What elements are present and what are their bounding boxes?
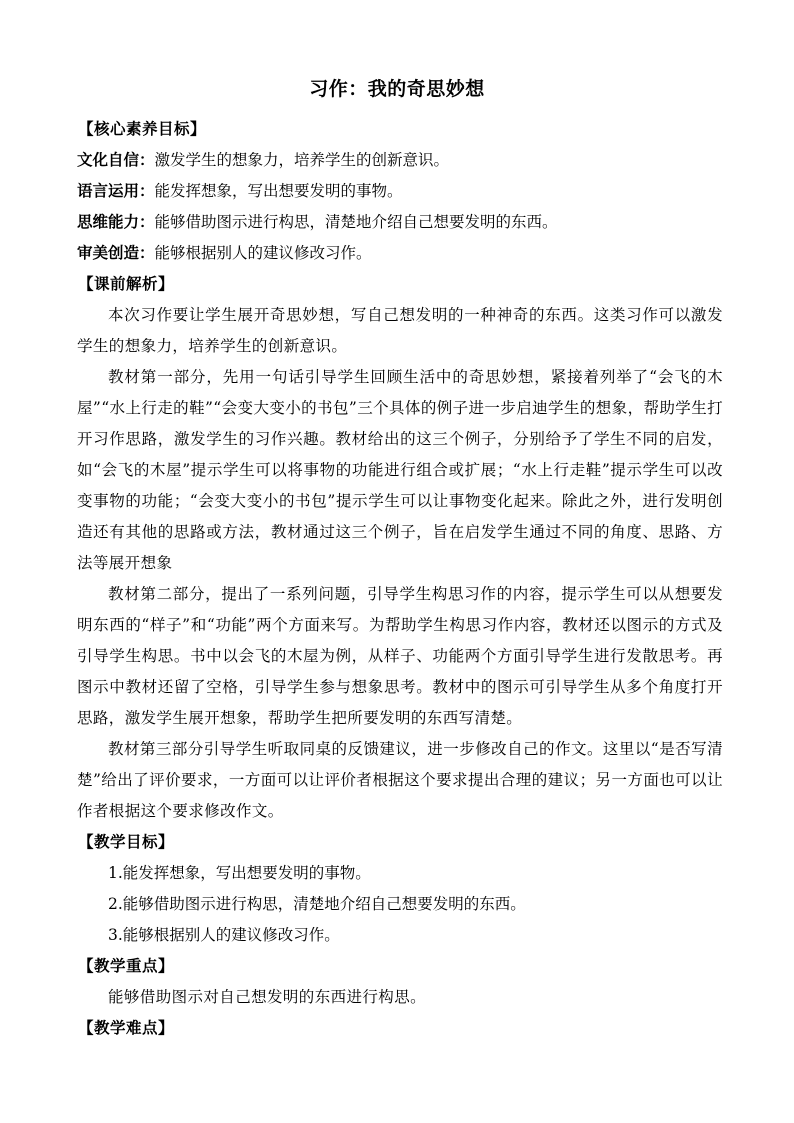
core-goal-item [77,145,723,176]
analysis-paragraph: 教材第二部分，提出了一系列问题，引导学生构思习作的内容，提示学生可以从想要发明东西的“样子”和“功能”两个方面来写。为帮助学生构思习作内容，教材还以图示的方式及引导学生构思。书中以会飞的木屋为例，从样子、功能两个方面引导学生进行发散思考。再图示中教材还留了空格，引导学生参与想象思考。教材中的图示可引导学生从多个角度打开思路，激发学生展开想象，帮助学生把所要发明的东西写清楚。 [77,585,723,727]
analysis-paragraph: 教材第三部分引导学生听取同桌的反馈建议，进一步修改自己的作文。这里以“是否写清楚”给出了评价要求，一方面可以让评价者根据这个要求提出合理的建议；另一方面也可以让作者根据这个要求修改作文。 [77,740,723,820]
teaching-goal-item: 2.能够借助图示进行构思，清楚地介绍自己想要发明的东西。 [108,895,526,913]
core-goal-text: 能够根据别人的建议修改习作。 [154,244,372,262]
core-goal-label: 思维能力： [77,213,155,231]
core-goal-label: 文化自信： [77,151,155,169]
core-goals-heading: 【核心素养目标】 [78,120,207,138]
analysis-paragraph: 教材第一部分，先用一句话引导学生回顾生活中的奇思妙想，紧接着列举了“会飞的木屋”“水上行走的鞋”“会变大变小的书包”三个具体的例子进一步启迪学生的想象，帮助学生打开习作思路，激发学生的习作兴趣。教材给出的这三个例子，分别给予了学生不同的启发，如“会飞的木屋”提示学生可以将事物的功能进行组合或扩展；“水上行走鞋”提示学生可以改变事物的功能；“会变大变小的书包”提示学生可以让事物变化起来。除此之外，进行发明创造还有其他的思路或方法，教材通过这三个例子，旨在启发学生通过不同的角度、思路、方法等展开想象 [77,368,723,572]
teaching-goal-item: 1.能发挥想象，写出想要发明的事物。 [108,864,371,882]
teaching-goals-heading: 【教学目标】 [78,833,175,851]
core-goal-item [77,176,723,207]
core-goal-item [77,238,723,269]
core-goal-text: 激发学生的想象力，培养学生的创新意识。 [154,151,450,169]
document-title: 习作：我的奇思妙想 [309,78,485,100]
core-goal-text: 能够借助图示进行构思，清楚地介绍自己想要发明的东西。 [154,213,558,231]
analysis-heading: 【课前解析】 [78,275,175,293]
key-points-text: 能够借助图示对自己想发明的东西进行构思。 [108,988,427,1006]
teaching-goal-item: 3.能够根据别人的建议修改习作。 [108,926,340,944]
core-goal-label: 审美创造： [77,244,155,262]
core-goal-item [77,207,723,238]
key-points-heading: 【教学重点】 [78,957,175,975]
analysis-paragraph: 本次习作要让学生展开奇思妙想，写自己想发明的一种神奇的东西。这类习作可以激发学生的想象力，培养学生的创新意识。 [77,306,723,355]
document-body [77,114,723,1044]
difficulties-heading: 【教学难点】 [78,1019,175,1037]
core-goal-text: 能发挥想象，写出想要发明的事物。 [154,182,403,200]
core-goal-label: 语言运用： [77,182,155,200]
